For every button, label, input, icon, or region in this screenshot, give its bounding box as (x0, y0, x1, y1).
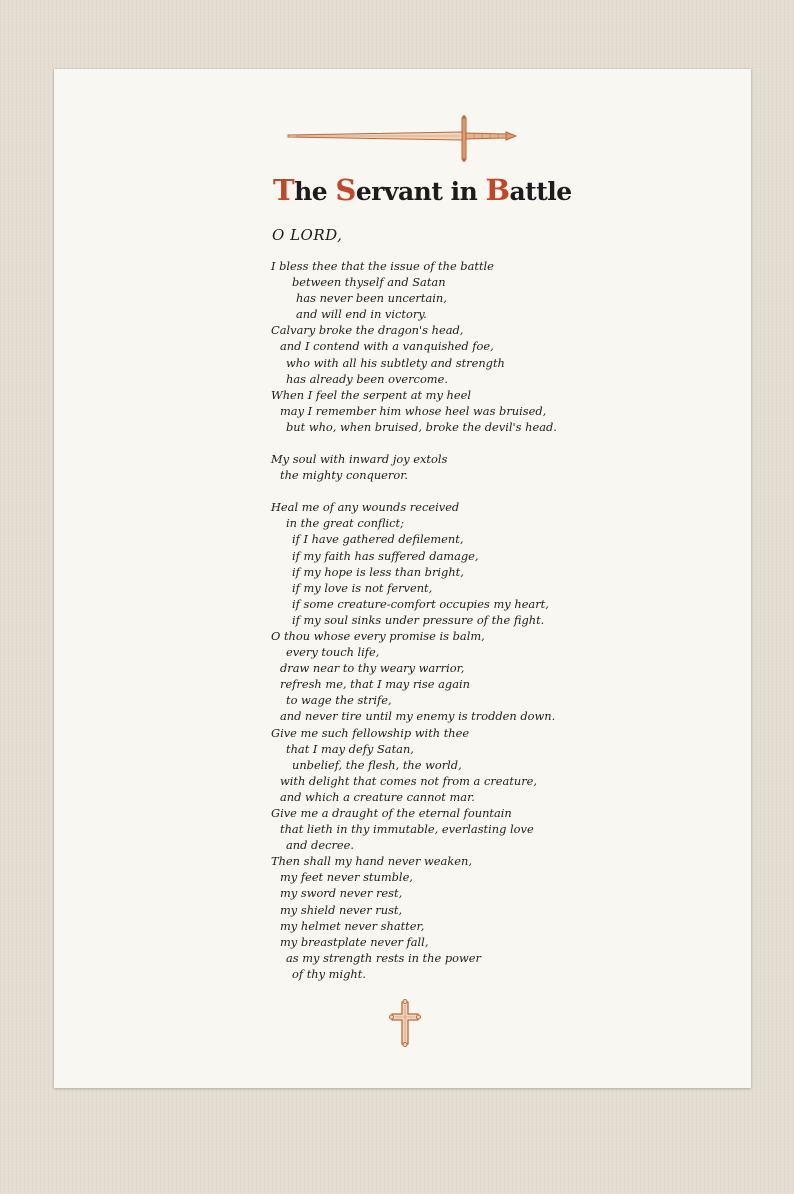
poem-line: unbelief, the flesh, the world, (292, 757, 462, 772)
poem-line: When I feel the serpent at my heel (271, 387, 472, 402)
poem-line: has already been overcome. (286, 371, 448, 386)
poem-line: and will end in victory. (296, 307, 427, 322)
poem-line: if my love is not fervent, (292, 580, 433, 595)
title-word-battle: attle (509, 177, 572, 206)
poem-line: may I remember him whose heel was bruised, (280, 403, 547, 418)
poem-line: my sword never rest, (280, 886, 403, 901)
poem-line: between thyself and Satan (292, 275, 446, 290)
poem-line: refresh me, that I may rise again (280, 677, 470, 692)
poem-line: I bless thee that the issue of the battle (271, 259, 494, 273)
poem-line: Then shall my hand never weaken, (271, 854, 472, 869)
poem-line: that I may defy Satan, (286, 741, 414, 756)
poem-line: and which a creature cannot mar. (280, 789, 475, 804)
title-initial-s: S (335, 173, 356, 207)
poem-line: every touch life, (286, 645, 380, 660)
calligraphy-print (54, 69, 751, 1088)
poem-line: that lieth in thy immutable, everlasting love (280, 822, 534, 837)
stanza-break (271, 483, 631, 499)
poem-line: with delight that comes not from a creature, (280, 773, 538, 788)
poem-line: if my faith has suffered damage, (292, 548, 479, 563)
poem-line: my breastplate never fall, (280, 934, 429, 949)
poem-line: and never tire until my enemy is trodden down. (280, 709, 556, 724)
poem-line: and I contend with a vanquished foe, (280, 339, 494, 354)
poem-line: my feet never stumble, (280, 870, 413, 885)
cross-icon (389, 999, 421, 1047)
poem-line: if my hope is less than bright, (292, 564, 464, 579)
poem-line: Give me a draught of the eternal fountain (271, 806, 512, 820)
salutation: O LORD, (272, 226, 343, 244)
poem-line: to wage the strife, (286, 693, 392, 708)
sword-icon (286, 113, 518, 163)
poem-line: if I have gathered defilement, (292, 532, 464, 547)
title-word-the: he (294, 177, 336, 206)
stanza-break (271, 435, 631, 451)
title-initial-t: T (273, 173, 295, 207)
poem-line: draw near to thy weary warrior, (280, 661, 465, 676)
poem-line: and decree. (286, 838, 354, 853)
poem-body (271, 258, 631, 982)
poem-line: as my strength rests in the power (286, 950, 481, 965)
poem-line: who with all his subtlety and strength (286, 355, 505, 370)
poem-line: O thou whose every promise is balm, (271, 628, 485, 643)
poem-line: if my soul sinks under pressure of the fight. (292, 612, 545, 627)
poem-line: the mighty conqueror. (280, 468, 409, 483)
poem-line: my shield never rust, (280, 902, 403, 917)
poem-line: has never been uncertain, (296, 291, 447, 306)
poem-line: Give me such fellowship with thee (271, 725, 470, 740)
poem-line: but who, when bruised, broke the devil's head. (286, 419, 557, 434)
poem-line: my helmet never shatter, (280, 918, 425, 933)
poem-line: if some creature-comfort occupies my heart, (292, 596, 549, 611)
poem-line: My soul with inward joy extols (271, 452, 448, 467)
poem-line: in the great conflict; (286, 516, 404, 531)
page-title (273, 172, 572, 210)
poem-line: Calvary broke the dragon's head, (271, 323, 464, 338)
title-initial-b: B (485, 173, 510, 207)
poem-line: of thy might. (292, 966, 366, 981)
poem-line: Heal me of any wounds received (271, 500, 460, 515)
title-word-servant: ervant in (355, 177, 486, 206)
